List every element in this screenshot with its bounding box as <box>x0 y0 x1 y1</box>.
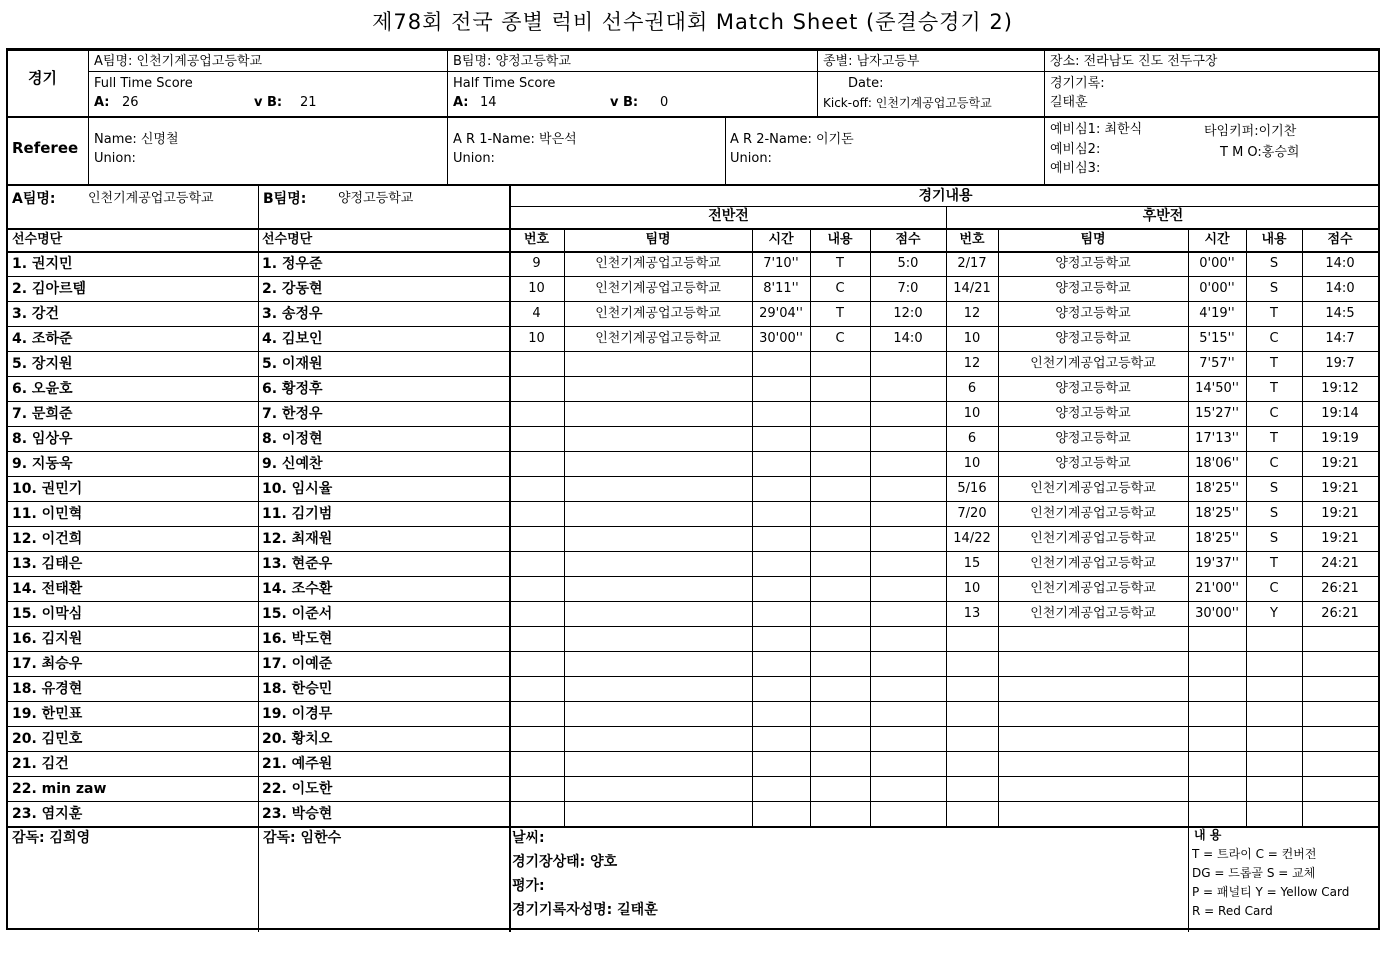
ground-condition: 경기장상태: 양호 <box>512 854 618 870</box>
team-a-player: 8. 임상우 <box>12 431 73 447</box>
team-a-player: 15. 이막심 <box>12 606 83 622</box>
grid-vline <box>752 228 753 826</box>
second-half-event-cell: C <box>1269 331 1279 346</box>
team-b-player: 16. 박도현 <box>262 631 333 647</box>
second-half-event-cell: 19:21 <box>1321 506 1359 521</box>
second-half-event-cell: 0'00'' <box>1199 281 1235 296</box>
weather: 날씨: <box>512 830 545 846</box>
second-half-event-cell: 인천기계공업고등학교 <box>1030 481 1156 496</box>
first-half-event-cell: 7'10'' <box>763 256 799 271</box>
grid-hline <box>8 476 1378 477</box>
grid-vline <box>564 228 565 826</box>
second-half-event-cell: 19:19 <box>1321 431 1359 446</box>
second-half-event-cell: 양정고등학교 <box>1055 281 1131 296</box>
grid-hline <box>8 801 1378 802</box>
ar2-union: Union: <box>730 151 772 166</box>
coach-b: 감독: 임한수 <box>263 830 342 846</box>
first-half-event-cell: 인천기계공업고등학교 <box>595 306 721 321</box>
second-half-event-cell: 10 <box>963 406 981 421</box>
events-title: 경기내용 <box>918 188 973 204</box>
second-half-event-cell: 0'00'' <box>1199 256 1235 271</box>
grid-vline <box>88 50 89 184</box>
grid-hline <box>88 71 1378 72</box>
timekeeper: 타임키퍼:이기찬 <box>1204 124 1297 139</box>
second-half-event-cell: S <box>1269 256 1279 271</box>
team-a-player: 11. 이민혁 <box>12 506 83 522</box>
second-half-event-cell: 14:7 <box>1325 331 1355 346</box>
team-a-player: 18. 유경현 <box>12 681 83 697</box>
team-b-player: 17. 이예준 <box>262 656 333 672</box>
second-half-event-cell: C <box>1269 581 1279 596</box>
recorder: 길태훈 <box>1050 95 1088 110</box>
team-a-player: 13. 김태은 <box>12 556 83 572</box>
team-b-player: 5. 이재원 <box>262 356 323 372</box>
second-half-event-cell: 14:5 <box>1325 306 1355 321</box>
second-half-event-cell: 10 <box>963 581 981 596</box>
second-half-event-cell: 5'15'' <box>1199 331 1235 346</box>
referee-union: Union: <box>94 151 136 166</box>
grid-hline <box>8 601 1378 602</box>
second-half-col-header: 내용 <box>1261 232 1287 247</box>
second-half-event-cell: T <box>1270 431 1278 446</box>
grid-hline <box>8 401 1378 402</box>
first-half-event-cell: C <box>835 281 845 296</box>
grid-vline <box>817 50 818 116</box>
team-a-player: 4. 조하준 <box>12 331 73 347</box>
team-a-player: 3. 강건 <box>12 306 59 322</box>
team-b-label: B팀명: <box>263 191 307 207</box>
second-half-event-cell: 12 <box>963 356 981 371</box>
match-sheet <box>6 48 1380 930</box>
team-a-player: 20. 김민호 <box>12 731 83 747</box>
second-half-event-cell: S <box>1269 506 1279 521</box>
first-half-col-header: 번호 <box>523 232 550 247</box>
grid-vline <box>1188 826 1189 932</box>
second-half-event-cell: 26:21 <box>1321 581 1359 596</box>
team-b-player: 15. 이준서 <box>262 606 333 622</box>
team-b-player: 20. 황치오 <box>262 731 333 747</box>
grid-vline <box>946 206 947 826</box>
second-half-event-cell: 13 <box>963 606 981 621</box>
second-half-event-cell: 인천기계공업고등학교 <box>1030 556 1156 571</box>
second-half-event-cell: S <box>1269 531 1279 546</box>
venue: 장소: 전라남도 진도 전두구장 <box>1050 54 1218 69</box>
team-a-player: 16. 김지원 <box>12 631 83 647</box>
second-half-event-cell: 19:21 <box>1321 531 1359 546</box>
grid-hline <box>8 726 1378 727</box>
first-half-label: 전반전 <box>708 208 749 224</box>
team-a-player: 9. 지동욱 <box>12 456 73 472</box>
second-half-event-cell: 6 <box>967 431 977 446</box>
legend-item: T = 트라이 C = 컨버전 <box>1192 847 1317 861</box>
second-half-event-cell: 17'13'' <box>1195 431 1239 446</box>
first-half-event-cell: 10 <box>528 281 545 296</box>
second-half-event-cell: C <box>1269 406 1279 421</box>
full-time-label: Full Time Score <box>94 76 193 91</box>
ar2-name: A R 2-Name: 이기돈 <box>730 132 854 147</box>
second-half-col-header: 시간 <box>1204 232 1230 247</box>
team-b-player: 19. 이경무 <box>262 706 333 722</box>
first-half-event-cell: 9 <box>532 256 541 271</box>
reserve-referee-2: 예비심2: <box>1050 142 1101 157</box>
team-b-player: 23. 박승현 <box>262 806 333 822</box>
legend-title: 내 용 <box>1194 828 1222 842</box>
first-half-event-cell: 10 <box>528 331 545 346</box>
second-half-event-cell: 19:12 <box>1321 381 1359 396</box>
second-half-event-cell: 인천기계공업고등학교 <box>1030 581 1156 596</box>
first-half-event-cell: 14:0 <box>893 331 923 346</box>
half-b-score: 0 <box>660 95 669 110</box>
second-half-event-cell: S <box>1269 281 1279 296</box>
team-b-player: 12. 최재원 <box>262 531 333 547</box>
grid-hline <box>8 451 1378 452</box>
coach-a: 감독: 김희영 <box>12 830 91 846</box>
first-half-event-cell: 인천기계공업고등학교 <box>595 331 721 346</box>
second-half-event-cell: 인천기계공업고등학교 <box>1030 356 1156 371</box>
half-a-score: 14 <box>480 95 497 110</box>
roster-label-b: 선수명단 <box>262 232 313 247</box>
second-half-event-cell: 19:14 <box>1321 406 1359 421</box>
team-b-player: 3. 송정우 <box>262 306 323 322</box>
grid-hline <box>8 776 1378 777</box>
half-a-label: A: <box>453 95 469 110</box>
second-half-event-cell: 18'25'' <box>1195 481 1239 496</box>
second-half-event-cell: 양정고등학교 <box>1055 381 1131 396</box>
date: Date: <box>848 76 884 91</box>
grid-hline <box>8 676 1378 677</box>
second-half-event-cell: 30'00'' <box>1195 606 1239 621</box>
grid-hline <box>8 826 1378 828</box>
half-b-label: v B: <box>610 95 639 110</box>
first-half-event-cell: 7:0 <box>897 281 919 296</box>
ar1-union: Union: <box>453 151 495 166</box>
team-a-player: 6. 오윤호 <box>12 381 73 397</box>
grid-hline <box>8 651 1378 652</box>
grid-vline <box>1044 50 1045 184</box>
second-half-event-cell: T <box>1270 356 1278 371</box>
team-a-player: 12. 이건희 <box>12 531 83 547</box>
second-half-event-cell: 19:21 <box>1321 456 1359 471</box>
team-a-player: 10. 권민기 <box>12 481 83 497</box>
grid-vline <box>447 50 448 184</box>
team-b-player: 7. 한정우 <box>262 406 323 422</box>
first-half-event-cell: 5:0 <box>897 256 919 271</box>
first-half-col-header: 내용 <box>827 232 853 247</box>
team-b-player: 1. 정우준 <box>262 256 323 272</box>
second-half-event-cell: 26:21 <box>1321 606 1359 621</box>
grid-vline <box>725 116 726 184</box>
second-half-event-cell: 18'25'' <box>1195 531 1239 546</box>
second-half-event-cell: 4'19'' <box>1199 306 1235 321</box>
page-title: 제78회 전국 종별 럭비 선수권대회 Match Sheet (준결승경기 2) <box>372 10 1013 34</box>
grid-hline <box>8 276 1378 277</box>
grid-hline <box>8 116 1378 118</box>
second-half-event-cell: Y <box>1270 606 1278 621</box>
second-half-event-cell: 14:0 <box>1325 256 1355 271</box>
team-b-player: 21. 예주원 <box>262 756 333 772</box>
second-half-event-cell: 10 <box>963 456 981 471</box>
grid-hline <box>8 351 1378 352</box>
second-half-event-cell: 12 <box>963 306 981 321</box>
reserve-referee-1: 예비심1: 최한식 <box>1050 122 1143 137</box>
second-half-event-cell: 2/17 <box>957 256 987 271</box>
first-half-event-cell: 8'11'' <box>763 281 799 296</box>
grid-vline <box>1246 228 1247 826</box>
second-half-label: 후반전 <box>1142 208 1184 224</box>
team-a-player: 17. 최승우 <box>12 656 83 672</box>
second-half-event-cell: C <box>1269 456 1279 471</box>
team-a-label: A팀명: <box>12 191 56 207</box>
legend-item: P = 패널티 Y = Yellow Card <box>1192 885 1350 899</box>
full-a-score: 26 <box>122 95 139 110</box>
grid-hline <box>8 551 1378 552</box>
team-a-player: 7. 문희준 <box>12 406 73 422</box>
grid-vline <box>1302 228 1303 826</box>
second-half-event-cell: 인천기계공업고등학교 <box>1030 506 1156 521</box>
grid-hline <box>8 426 1378 427</box>
team-a-player: 23. 염지훈 <box>12 806 83 822</box>
second-half-event-cell: 양정고등학교 <box>1055 406 1131 421</box>
team-b-player: 8. 이정현 <box>262 431 323 447</box>
full-b-label: v B: <box>254 95 283 110</box>
second-half-event-cell: 14'50'' <box>1195 381 1239 396</box>
second-half-event-cell: 18'06'' <box>1195 456 1239 471</box>
grid-hline <box>8 50 1378 51</box>
team-a-player: 5. 장지원 <box>12 356 73 372</box>
team-b-player: 14. 조수환 <box>262 581 333 597</box>
second-half-event-cell: 인천기계공업고등학교 <box>1030 606 1156 621</box>
referee-name: Name: 신명철 <box>94 132 179 147</box>
second-half-event-cell: 21'00'' <box>1195 581 1239 596</box>
grid-vline <box>1188 228 1189 826</box>
team-a-player: 22. min zaw <box>12 781 107 797</box>
team-b-player: 22. 이도한 <box>262 781 333 797</box>
team-a-name: 인천기계공업고등학교 <box>88 191 214 206</box>
first-half-col-header: 시간 <box>768 232 794 247</box>
grid-hline <box>8 184 1378 186</box>
referee-label: Referee <box>12 139 79 157</box>
grid-hline <box>8 751 1378 752</box>
second-half-event-cell: 양정고등학교 <box>1055 431 1131 446</box>
legend-item: R = Red Card <box>1192 904 1273 918</box>
team-a-header: A팀명: 인천기계공업고등학교 <box>94 54 263 69</box>
second-half-event-cell: 양정고등학교 <box>1055 456 1131 471</box>
second-half-col-header: 점수 <box>1327 232 1353 247</box>
team-b-player: 13. 현준우 <box>262 556 333 572</box>
second-half-event-cell: 5/16 <box>957 481 987 496</box>
second-half-col-header: 팀명 <box>1080 232 1106 247</box>
recorder-label: 경기기록: <box>1050 76 1105 91</box>
first-half-event-cell: 12:0 <box>893 306 923 321</box>
reserve-referee-3: 예비심3: <box>1050 161 1101 176</box>
first-half-event-cell: T <box>836 306 844 321</box>
second-half-event-cell: 10 <box>963 331 981 346</box>
grid-hline <box>8 576 1378 577</box>
first-half-event-cell: 30'00'' <box>759 331 803 346</box>
second-half-event-cell: 14/22 <box>953 531 991 546</box>
second-half-event-cell: T <box>1270 556 1278 571</box>
second-half-event-cell: T <box>1270 381 1278 396</box>
team-b-player: 10. 임시율 <box>262 481 333 497</box>
second-half-event-cell: 7'57'' <box>1199 356 1235 371</box>
first-half-event-cell: 4 <box>532 306 541 321</box>
team-a-player: 19. 한민표 <box>12 706 83 722</box>
first-half-event-cell: C <box>835 331 845 346</box>
grid-hline <box>8 301 1378 302</box>
second-half-event-cell: S <box>1269 481 1279 496</box>
grid-vline <box>870 228 871 826</box>
second-half-event-cell: 14/21 <box>953 281 991 296</box>
second-half-event-cell: 6 <box>967 381 977 396</box>
full-a-label: A: <box>94 95 110 110</box>
second-half-event-cell: 15 <box>963 556 981 571</box>
second-half-event-cell: T <box>1270 306 1278 321</box>
team-a-player: 1. 권지민 <box>12 256 73 272</box>
second-half-event-cell: 양정고등학교 <box>1055 331 1131 346</box>
second-half-event-cell: 14:0 <box>1325 281 1355 296</box>
second-half-event-cell: 인천기계공업고등학교 <box>1030 531 1156 546</box>
grid-vline <box>258 184 259 932</box>
grid-hline <box>8 251 1378 253</box>
team-b-player: 9. 신예찬 <box>262 456 323 472</box>
second-half-col-header: 번호 <box>959 232 985 247</box>
team-b-player: 2. 강동현 <box>262 281 323 297</box>
tmo: T M O:홍승희 <box>1220 145 1300 160</box>
kickoff: Kick-off: 인천기계공업고등학교 <box>823 96 992 110</box>
grid-hline <box>8 501 1378 502</box>
rating: 평가: <box>512 878 545 894</box>
category: 종별: 남자고등부 <box>823 54 920 69</box>
team-b-player: 18. 한승민 <box>262 681 333 697</box>
grid-vline <box>998 228 999 826</box>
first-half-col-header: 팀명 <box>645 232 671 247</box>
team-a-player: 21. 김건 <box>12 756 69 772</box>
recorder-signature: 경기기록자성명: 길태훈 <box>512 902 658 918</box>
second-half-event-cell: 19'37'' <box>1195 556 1239 571</box>
second-half-event-cell: 15'27'' <box>1195 406 1239 421</box>
first-half-event-cell: 인천기계공업고등학교 <box>595 256 721 271</box>
team-a-player: 14. 전태환 <box>12 581 83 597</box>
grid-hline <box>8 701 1378 702</box>
second-half-event-cell: 24:21 <box>1321 556 1359 571</box>
second-half-event-cell: 18'25'' <box>1195 506 1239 521</box>
team-b-header: B팀명: 양정고등학교 <box>453 54 571 69</box>
roster-label-a: 선수명단 <box>12 232 63 247</box>
ar1-name: A R 1-Name: 박은석 <box>453 132 577 147</box>
grid-vline <box>810 228 811 826</box>
team-b-player: 11. 김기범 <box>262 506 333 522</box>
half-time-label: Half Time Score <box>453 76 556 91</box>
second-half-event-cell: 19:21 <box>1321 481 1359 496</box>
legend-item: DG = 드롭골 S = 교체 <box>1192 866 1316 880</box>
second-half-event-cell: 19:7 <box>1325 356 1355 371</box>
team-a-player: 2. 김아르템 <box>12 281 87 297</box>
grid-hline <box>8 228 1378 230</box>
grid-hline <box>8 526 1378 527</box>
grid-vline <box>509 184 511 932</box>
grid-hline <box>8 376 1378 377</box>
grid-hline <box>509 206 1378 207</box>
grid-hline <box>8 326 1378 327</box>
team-b-player: 4. 김보인 <box>262 331 323 347</box>
second-half-event-cell: 7/20 <box>957 506 987 521</box>
second-half-event-cell: 양정고등학교 <box>1055 256 1131 271</box>
first-half-event-cell: T <box>836 256 844 271</box>
first-half-col-header: 점수 <box>895 232 921 247</box>
full-b-score: 21 <box>300 95 317 110</box>
legend <box>1192 845 1378 921</box>
match-label: 경기 <box>28 69 57 87</box>
first-half-event-cell: 29'04'' <box>759 306 803 321</box>
team-b-player: 6. 황정후 <box>262 381 323 397</box>
first-half-event-cell: 인천기계공업고등학교 <box>595 281 721 296</box>
team-b-name: 양정고등학교 <box>338 191 414 206</box>
second-half-event-cell: 양정고등학교 <box>1055 306 1131 321</box>
grid-hline <box>8 626 1378 627</box>
